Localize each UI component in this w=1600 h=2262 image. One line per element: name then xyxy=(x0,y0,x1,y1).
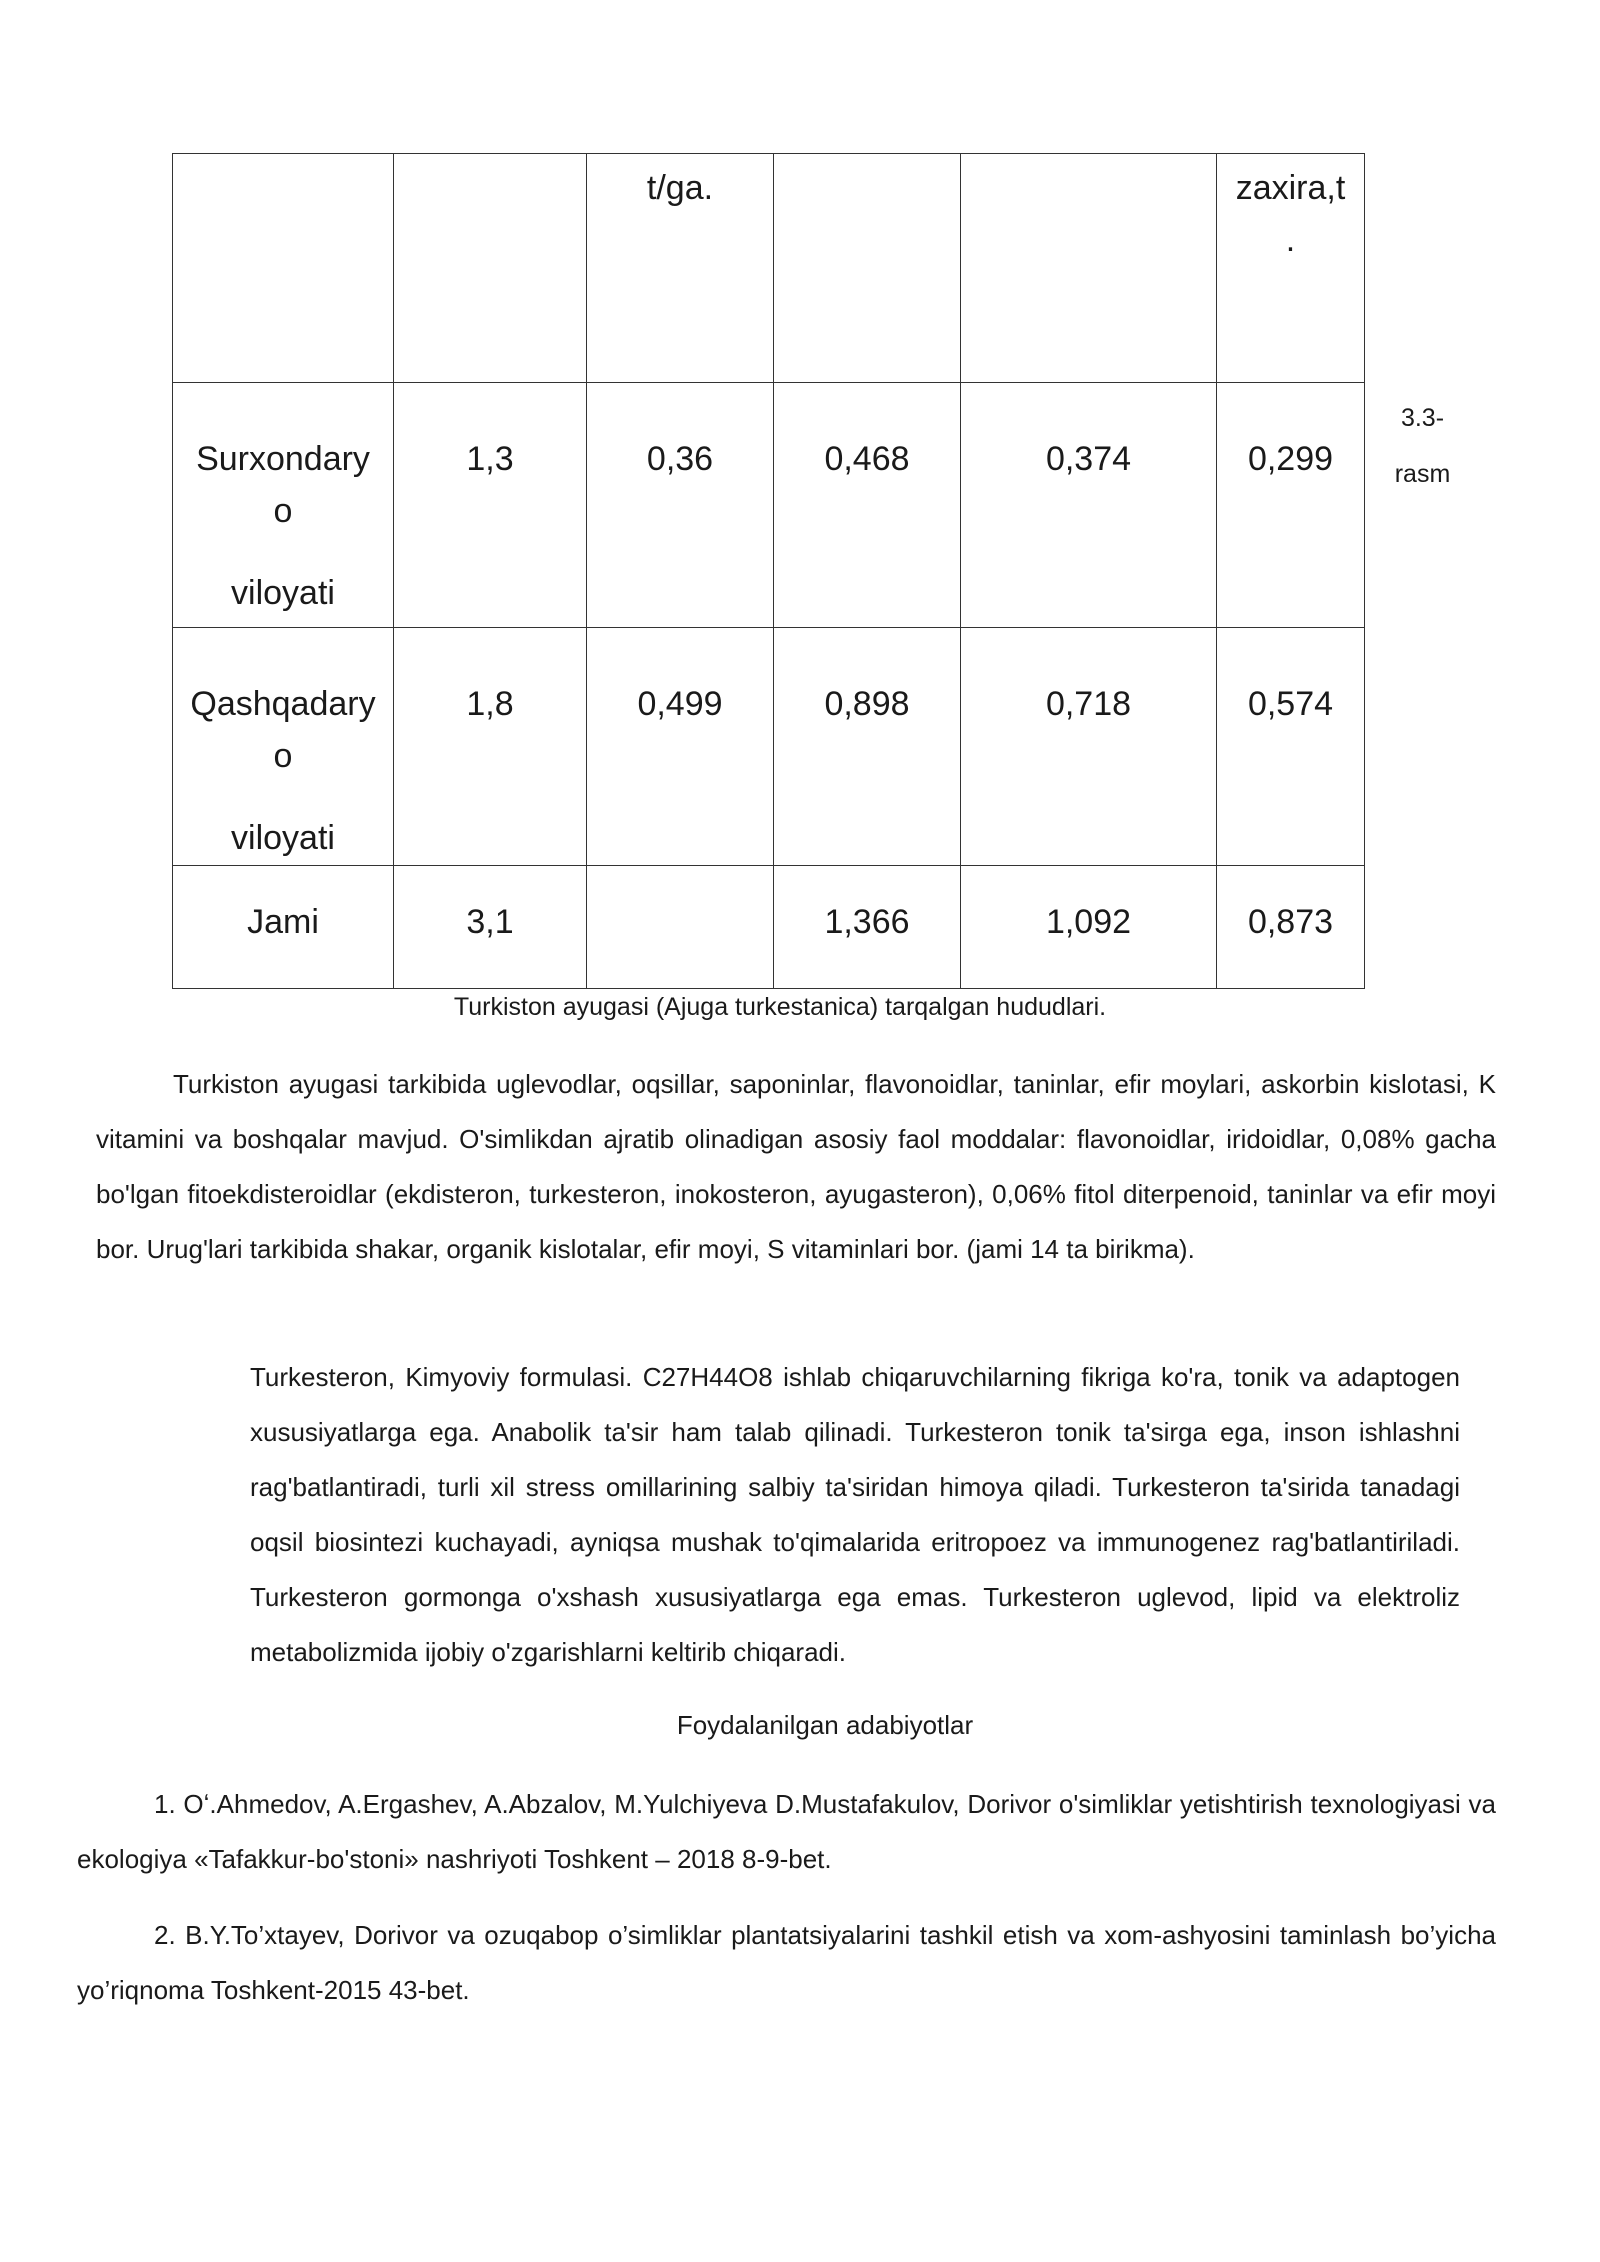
table-cell: 0,873 xyxy=(1217,866,1365,989)
table-cell: 1,3 xyxy=(394,383,587,628)
table-cell: 1,8 xyxy=(394,628,587,866)
table-caption: Turkiston ayugasi (Ajuga turkestanica) tarqalgan hududlari. xyxy=(453,993,1107,1021)
body-paragraph-indented-block: Turkesteron, Kimyoviy formulasi. C27H44O8 ishlab chiqaruvchilarning fikriga ko'ra, tonik va adaptogen xususiyatlarga ega. Anabolik ta'sir ham talab qilinadi. Turkesteron tonik ta'sirga ega, inson ishlashni rag'batlantiradi, turli xil stress omillarining salbiy ta'siridan himoya qiladi. Turkesteron ta'sirida tanadagi oqsil biosintezi kuchayadi, ayniqsa mushak to'qimalarida eritropoez va immunogenez rag'batlantiriladi. Turkesteron gormonga o'xshash xususiyatlarga ega emas. Turkesteron uglevod, lipid va elektroliz metabolizmida ijobiy o'zgarishlarni keltirib chiqaradi. xyxy=(250,1362,1460,1667)
table-cell-region xyxy=(173,628,394,866)
cell-text: o xyxy=(273,492,293,530)
cell-text: . xyxy=(1285,221,1296,259)
table-cell: 1,092 xyxy=(961,866,1217,989)
cell-text: viloyati xyxy=(231,574,335,612)
table-cell xyxy=(961,154,1217,383)
distribution-table xyxy=(172,153,1365,989)
table-cell-region xyxy=(173,383,394,628)
cell-text: o xyxy=(273,737,293,775)
references-heading: Foydalanilgan adabiyotlar xyxy=(676,1710,974,1740)
reference-item: 1. Oʻ.Ahmedov, A.Ergashev, A.Abzalov, M.Yulchiyeva D.Mustafakulov, Dorivor o'simliklar yetishtirish texnologiyasi va ekologiya «Tafakkur-bo'stoni» nashriyoti Toshkent – 2018 8-9-bet. xyxy=(77,1789,1496,1874)
table-cell xyxy=(774,154,961,383)
table-cell: 0,898 xyxy=(774,628,961,866)
table-cell xyxy=(394,154,587,383)
table-cell: 0,36 xyxy=(587,383,774,628)
table-cell: 1,366 xyxy=(774,866,961,989)
body-paragraph: Turkiston ayugasi tarkibida uglevodlar, oqsillar, saponinlar, flavonoidlar, taninlar, efir moylari, askorbin kislotasi, K vitamini va boshqalar mavjud. O'simlikdan ajratib olinadigan asosiy faol moddalar: flavonoidlar, iridoidlar, 0,08% gacha bo'lgan fitoekdisteroidlar (ekdisteron, turkesteron, inokosteron, ayugasteron), 0,06% fitol diterpenoid, taninlar va efir moyi bor. Urug'lari tarkibida shakar, organik kislotalar, efir moyi, S vitaminlari bor. (jami 14 ta birikma). xyxy=(96,1069,1496,1264)
table-cell xyxy=(587,866,774,989)
table-cell: 0,499 xyxy=(587,628,774,866)
table-cell: t/ga. xyxy=(587,154,774,383)
table-row xyxy=(173,628,1365,866)
table-cell: 3,1 xyxy=(394,866,587,989)
cell-text: zaxira,t xyxy=(1235,169,1346,207)
table-row-total xyxy=(173,866,1365,989)
figure-label xyxy=(1385,390,1460,502)
table-cell: 0,718 xyxy=(961,628,1217,866)
table-cell-region: Jami xyxy=(173,866,394,989)
reference-item: 2. B.Y.To’xtayev, Dorivor va ozuqabop o’simliklar plantatsiyalarini tashkil etish va xom-ashyosini taminlash bo’yicha yo’riqnoma Toshkent-2015 43-bet. xyxy=(77,1920,1496,2005)
table-cell: 0,468 xyxy=(774,383,961,628)
table-cell xyxy=(173,154,394,383)
cell-text: Qashqadary xyxy=(190,685,376,723)
table-cell: 0,574 xyxy=(1217,628,1365,866)
table-row xyxy=(173,383,1365,628)
figure-label-number: 3.3- xyxy=(1400,404,1445,432)
table-cell xyxy=(1217,154,1365,383)
cell-text: Surxondary xyxy=(196,440,370,478)
figure-label-word: rasm xyxy=(1394,460,1451,488)
table-cell: 0,374 xyxy=(961,383,1217,628)
table-header-row xyxy=(173,154,1365,383)
cell-text: viloyati xyxy=(231,819,335,857)
table-cell: 0,299 xyxy=(1217,383,1365,628)
